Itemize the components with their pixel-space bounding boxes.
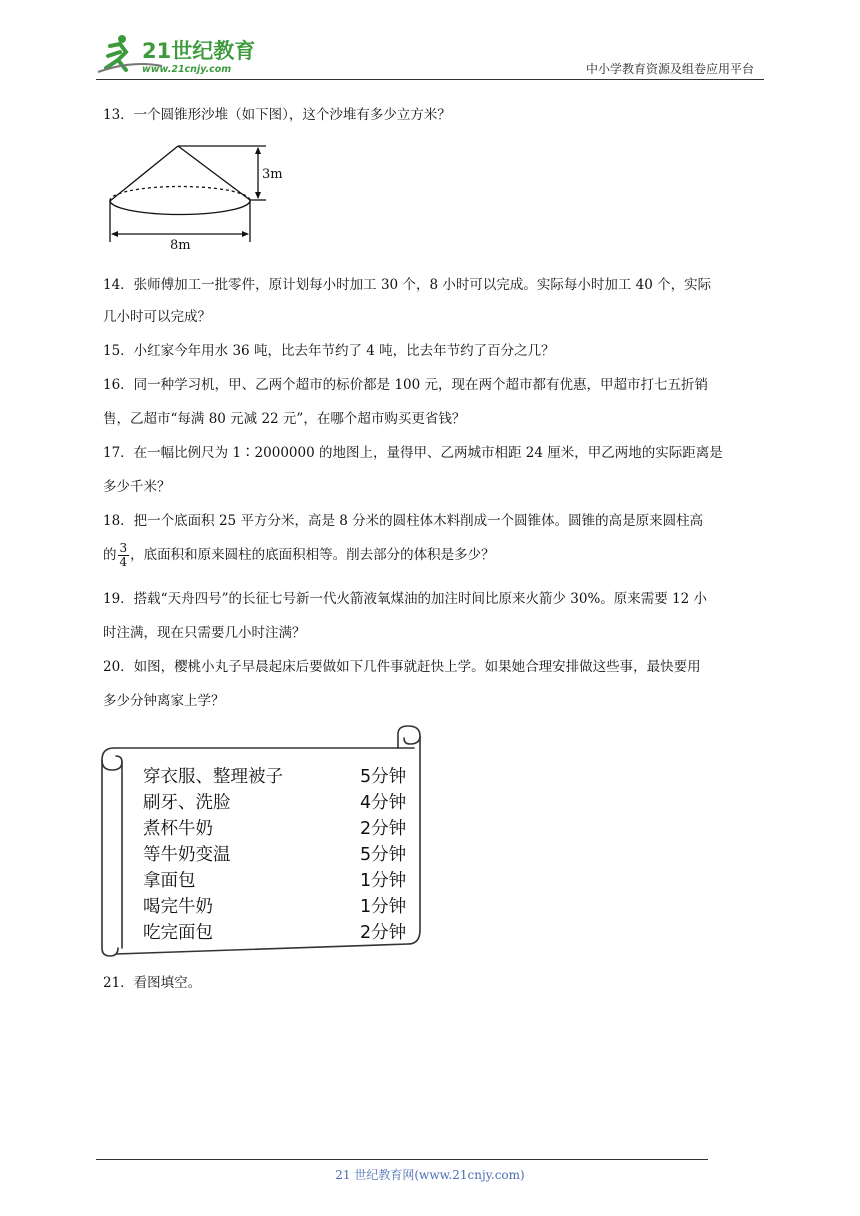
footer-text: 21 世纪教育网(www.21cnjy.com) [335,1168,525,1182]
question-16-line-1: 16．同一种学习机，甲、乙两个超市的标价都是 100 元，现在两个超市都有优惠，甲超市打七五折销 [103,377,709,393]
logo-text: 21世纪教育 [142,39,256,63]
site-logo [92,30,262,78]
task-name: 刷牙、洗脸 [143,793,231,813]
cone-figure [100,138,300,254]
task-name: 穿衣服、整理被子 [143,767,283,787]
question-18-line-2 [103,542,495,569]
task-duration: 1分钟 [360,897,407,917]
task-duration: 5分钟 [360,767,407,787]
question-19-line-2: 时注满，现在只需要几小时注满？ [103,625,306,641]
header-divider [96,79,764,80]
task-duration: 2分钟 [360,923,407,943]
fraction-numerator: 3 [119,541,128,555]
question-14-line-1: 14．张师傅加工一批零件，原计划每小时加工 30 个，8 小时可以完成。实际每小时加工 40 个，实际 [103,277,712,293]
question-15: 15．小红家今年用水 36 吨，比去年节约了 4 吨，比去年节约了百分之几？ [103,343,555,359]
question-20-line-2: 多少分钟离家上学？ [103,693,225,709]
question-21: 21．看图填空。 [103,975,202,991]
question-16-line-2: 售，乙超市“每满 80 元减 22 元”，在哪个超市购买更省钱？ [103,411,466,427]
logo-url: www.21cnjy.com [142,64,232,75]
footer-divider [96,1159,708,1160]
task-name: 等牛奶变温 [143,845,231,865]
question-13: 13．一个圆锥形沙堆（如下图），这个沙堆有多少立方米？ [103,107,451,123]
fraction-three-quarters [118,542,130,569]
task-duration: 5分钟 [360,845,407,865]
task-name: 喝完牛奶 [143,897,213,917]
question-18-line-1: 18．把一个底面积 25 平方分米，高是 8 分米的圆柱体木料削成一个圆锥体。圆锥的高是原来圆柱高 [103,513,704,529]
question-20-line-1: 20．如图，樱桃小丸子早晨起床后要做如下几件事就赶快上学。如果她合理安排做这些事，最快要用 [103,659,701,675]
task-name: 煮杯牛奶 [143,819,213,839]
question-18-prefix: 的 [103,547,117,563]
task-name: 拿面包 [143,871,196,891]
question-18-suffix: ，底面积和原来圆柱的底面积相等。削去部分的体积是多少？ [130,547,495,563]
question-19-line-1: 19．搭载“天舟四号”的长征七号新一代火箭液氧煤油的加注时间比原来火箭少 30%。原来需要 12 小 [103,591,708,607]
task-duration: 1分钟 [360,871,407,891]
task-duration: 4分钟 [360,793,407,813]
question-17-line-1: 17．在一幅比例尺为 1∶2000000 的地图上，量得甲、乙两城市相距 24 厘米，甲乙两地的实际距离是 [103,445,723,461]
task-duration: 2分钟 [360,819,407,839]
question-14-line-2: 几小时可以完成？ [103,309,211,325]
fraction-denominator: 4 [119,555,128,569]
platform-name: 中小学教育资源及组卷应用平台 [585,62,754,76]
question-17-line-2: 多少千米？ [103,479,171,495]
cone-diameter-label: 8m [170,238,191,253]
task-name: 吃完面包 [143,923,213,943]
cone-height-label: 3m [262,167,283,182]
